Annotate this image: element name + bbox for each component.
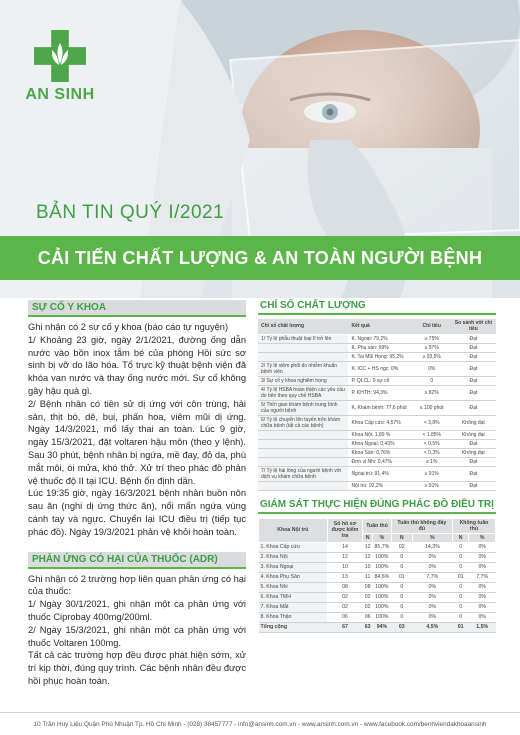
protocol-row xyxy=(259,552,496,562)
protocol-value-cell: 02 xyxy=(364,594,371,600)
protocol-row xyxy=(259,562,496,572)
protocol-value-cell: 0% xyxy=(469,552,496,562)
quality-row xyxy=(258,343,496,352)
protocol-value-cell: 01 xyxy=(452,622,468,632)
quality-row xyxy=(258,430,496,439)
protocol-col-dept: Khoa Nội trú xyxy=(259,518,328,542)
protocol-value-cell: 11 xyxy=(363,572,373,582)
quality-compare-cell: Đạt xyxy=(451,481,496,490)
protocol-value-cell: 0 xyxy=(452,562,468,572)
quality-indicator-cell: 3/ Sự cố y khoa nghiêm trọng xyxy=(258,376,348,385)
quality-result-cell: K. Tai Mũi Họng: 95,2% xyxy=(348,352,412,361)
protocol-value-cell: 0% xyxy=(469,582,496,592)
quality-target-cell: < 1,85% xyxy=(413,430,451,439)
green-cross-leaf-icon xyxy=(34,30,86,82)
quality-result-cell: Đơn vị Nhi: 0,47% xyxy=(348,457,412,466)
protocol-value-cell: 63 xyxy=(364,624,371,630)
protocol-value-cell: 0 xyxy=(391,612,412,622)
footer-contact: 10 Trần Huy Liệu Quận Phú Nhuận Tp. Hồ Chí Minh - (028) 38457777 - info@ansinh.com.vn - www.ansinh.com.vn - www.facebook.com/benhviendakhoaansinh xyxy=(0,712,520,735)
quality-target-cell: ≥ 91% xyxy=(413,481,451,490)
quality-indicator-cell xyxy=(258,352,348,361)
quality-result-cell: K. Phụ sản: 99% xyxy=(348,343,412,352)
protocol-value-cell: 03 xyxy=(391,622,412,632)
protocol-value-cell: 01 xyxy=(391,572,412,582)
protocol-sub-pct: % xyxy=(469,533,496,542)
protocol-value-cell: 94% xyxy=(373,622,392,632)
protocol-row xyxy=(259,572,496,582)
protocol-dept-cell: 3. Khoa Ngoại xyxy=(259,562,328,572)
protocol-value-cell: 7,7% xyxy=(469,572,496,582)
incident-paragraph: Ghi nhận có 2 sự cố y khoa (báo cáo tự nguyện) xyxy=(28,322,229,332)
quality-row xyxy=(258,466,496,481)
protocol-value-cell: 100% xyxy=(373,562,392,572)
protocol-value-cell: 10 xyxy=(327,562,363,572)
quality-heading: CHỈ SỐ CHẤT LƯỢNG xyxy=(258,300,496,315)
adr-heading: PHẢN ỨNG CÓ HẠI CỦA THUỐC (ADR) xyxy=(28,552,246,569)
left-column xyxy=(28,300,246,688)
protocol-dept-cell: 5. Khoa Nhi xyxy=(259,582,328,592)
protocol-col-none: Không tuân thủ xyxy=(452,518,495,533)
quality-target-cell: ≥ 93,5% xyxy=(413,352,451,361)
quality-compare-cell: Không đạt xyxy=(451,430,496,439)
protocol-row xyxy=(259,612,496,622)
protocol-value-cell: 0% xyxy=(469,542,496,552)
quality-row xyxy=(258,352,496,361)
quality-compare-cell: Đạt xyxy=(451,400,496,415)
protocol-value-cell: 100% xyxy=(373,582,392,592)
protocol-value-cell: 0% xyxy=(469,562,496,572)
hero-section xyxy=(0,0,520,298)
quality-row xyxy=(258,448,496,457)
protocol-value-cell: 0 xyxy=(452,602,468,612)
protocol-sub-n: N xyxy=(391,533,412,542)
protocol-dept-cell: 6. Khoa TMH xyxy=(259,592,328,602)
quality-compare-cell: Không đạt xyxy=(451,415,496,430)
quality-table-body xyxy=(258,334,496,490)
quality-compare-cell: Đạt xyxy=(451,352,496,361)
quality-compare-cell: Đạt xyxy=(451,361,496,376)
quality-indicator-cell xyxy=(258,457,348,466)
protocol-value-cell: 02 xyxy=(364,604,371,610)
protocol-value-cell: 0% xyxy=(412,612,452,622)
quality-result-cell: Khoa Ngoại: 0,43% xyxy=(348,439,412,448)
brand-name: AN SINH xyxy=(25,86,95,103)
quality-result-cell: Nội trú: 92,2% xyxy=(348,481,412,490)
quality-compare-cell: Đạt xyxy=(451,334,496,343)
quality-compare-cell: Đạt xyxy=(451,457,496,466)
protocol-dept-cell: 2. Khoa Nội xyxy=(259,552,328,562)
quality-compare-cell: Không đạt xyxy=(451,448,496,457)
protocol-value-cell: 06 xyxy=(364,614,371,620)
protocol-value-cell: 10 xyxy=(364,564,371,570)
quality-row xyxy=(258,376,496,385)
quality-compare-cell: Đạt xyxy=(451,439,496,448)
quality-compare-cell: Đạt xyxy=(451,466,496,481)
protocol-sub-n: N xyxy=(452,533,468,542)
protocol-value-cell: 06 xyxy=(327,612,363,622)
protocol-value-cell: 7,7% xyxy=(412,572,452,582)
quality-result-cell: Ngoại trú: 91,4% xyxy=(348,466,412,481)
protocol-table-body xyxy=(259,542,496,632)
protocol-sub-pct: % xyxy=(412,533,452,542)
quality-indicator-cell xyxy=(258,439,348,448)
protocol-value-cell: 100% xyxy=(373,552,392,562)
protocol-dept-cell: 7. Khoa Mắt xyxy=(259,602,328,612)
quality-indicator-cell: 4/ Tỷ lệ HSBA hoàn thiện các yêu cầu do bên theo quy chế HSBA xyxy=(258,385,348,400)
incident-paragraph: 1/ Khoảng 23 giờ, ngày 2/1/2021, đường ống dẫn nước vào bồn inox tắm bé của phòng Hồi sức sơ sinh bị vỡ do lão hóa. Tổ trực kỹ thuật bệnh viện đã khóa van nước và thay ống nước mới. Sự cố không gây hậu quả gì. xyxy=(28,334,246,396)
protocol-value-cell: 0% xyxy=(412,562,452,572)
protocol-value-cell: 0 xyxy=(391,562,412,572)
quality-indicator-cell: 2/ Tỷ lệ viêm phổi do nhiễm khuẩn bệnh viện xyxy=(258,361,348,376)
protocol-dept-cell: 1. Khoa Cấp cứu xyxy=(259,542,328,552)
protocol-value-cell: 13 xyxy=(327,572,363,582)
quality-row xyxy=(258,481,496,490)
quality-target-cell: ≥ 91% xyxy=(413,466,451,481)
right-column xyxy=(258,300,496,633)
protocol-value-cell: 08 xyxy=(364,584,371,590)
incident-paragraph: Lúc 19:35 giờ, ngày 16/3/2021 bệnh nhân buồn nôn sau ăn (nghi dị ứng thức ăn), nổi mẩn ngứa vùng cánh tay và ngực. Chuyển lại ICU điều trị (tiếp tục phác đồ). Ngày 19/3/2021 phản vệ khỏi hoàn toàn. xyxy=(28,488,246,537)
protocol-value-cell: 02 xyxy=(327,602,363,612)
protocol-dept-cell: Tổng cộng xyxy=(259,622,328,632)
protocol-value-cell: 12 xyxy=(364,554,371,560)
protocol-value-cell: 4,5% xyxy=(412,622,452,632)
protocol-value-cell: 0 xyxy=(452,612,468,622)
protocol-value-cell: 1,5% xyxy=(469,622,496,632)
protocol-value-cell: 0 xyxy=(452,542,468,552)
quality-target-cell: ≤ 100 phút xyxy=(413,400,451,415)
quality-target-cell: ≥ 97% xyxy=(413,343,451,352)
quality-target-cell: 0 xyxy=(413,376,451,385)
protocol-value-cell: 12 xyxy=(327,552,363,562)
page-title: CẢI TIẾN CHẤT LƯỢNG & AN TOÀN NGƯỜI BỆNH xyxy=(0,236,520,280)
protocol-value-cell: 0 xyxy=(391,602,412,612)
protocol-dept-cell: 8. Khoa Thận xyxy=(259,612,328,622)
protocol-row xyxy=(259,542,496,552)
protocol-value-cell: 14 xyxy=(327,542,363,552)
protocol-col-partial: Tuân thủ không đầy đủ xyxy=(391,518,452,533)
protocol-table xyxy=(258,518,496,633)
quality-target-cell: ≥ 75% xyxy=(413,334,451,343)
quality-row xyxy=(258,334,496,343)
protocol-value-cell: 0 xyxy=(452,552,468,562)
protocol-value-cell: 12 xyxy=(364,544,371,550)
protocol-value-cell: 67 xyxy=(327,622,363,632)
protocol-value-cell: 0% xyxy=(412,602,452,612)
protocol-value-cell: 0 xyxy=(452,582,468,592)
quality-row xyxy=(258,400,496,415)
adr-paragraph: 2/ Ngày 15/3/2021, ghi nhận một ca phản ứng với thuốc Voltaren 100mg. xyxy=(28,624,246,648)
quality-result-cell: P. QLCL: 0 sự cố xyxy=(348,376,412,385)
protocol-header-row xyxy=(259,518,496,533)
quality-compare-cell: Đạt xyxy=(451,343,496,352)
quality-indicator-cell xyxy=(258,481,348,490)
adr-paragraph: Tất cả các trường hợp đều được phát hiện sớm, xử trí kịp thời, đúng quy trình. Các bệnh nhân đều được hồi phục hoàn toàn. xyxy=(28,650,246,686)
quality-col-result: Kết quả xyxy=(348,319,412,334)
adr-paragraph: Ghi nhận có 2 trường hợp liên quan phản ứng có hại của thuốc: xyxy=(28,573,246,597)
quality-indicator-cell: 1/ Tỷ lệ phẫu thuật loại II trở lên xyxy=(258,334,348,343)
quality-result-cell: P. KHTH: 94,3% xyxy=(348,385,412,400)
protocol-col-records: Số hồ sơ được kiểm tra xyxy=(327,518,363,542)
protocol-col-full: Tuân thủ xyxy=(363,518,392,533)
quality-target-cell: < 0,3% xyxy=(413,448,451,457)
quality-row xyxy=(258,439,496,448)
quality-result-cell: K. ICC + HS ngc: 0% xyxy=(348,361,412,376)
quality-result-cell: Khoa Cấp cứu: 4,57% xyxy=(348,415,412,430)
quality-indicator-cell xyxy=(258,343,348,352)
quality-row xyxy=(258,457,496,466)
quality-target-cell: < 0,5% xyxy=(413,439,451,448)
protocol-row xyxy=(259,582,496,592)
protocol-value-cell: 85,7% xyxy=(374,544,390,550)
quality-compare-cell: Đạt xyxy=(451,376,496,385)
protocol-value-cell: 0% xyxy=(412,592,452,602)
quality-result-cell: Khoa Nội: 1,89 % xyxy=(348,430,412,439)
quality-indicator-cell: 5/ Thời gian khám bệnh trung bình của người bệnh xyxy=(258,400,348,415)
protocol-value-cell: 02 xyxy=(391,542,412,552)
quality-indicator-cell xyxy=(258,448,348,457)
protocol-dept-cell: 4. Khoa Phụ Sản xyxy=(259,572,328,582)
protocol-total-row xyxy=(259,622,496,632)
quality-indicator-cell xyxy=(258,430,348,439)
quality-target-cell: ≤ 1% xyxy=(413,457,451,466)
quality-row xyxy=(258,415,496,430)
protocol-value-cell: 0% xyxy=(469,592,496,602)
quality-col-target: Chỉ tiêu xyxy=(413,319,451,334)
an-sinh-logo[interactable] xyxy=(24,30,96,104)
protocol-value-cell: 01 xyxy=(452,572,468,582)
protocol-value-cell: 08 xyxy=(327,582,363,592)
protocol-value-cell: 100% xyxy=(373,592,392,602)
protocol-value-cell: 0% xyxy=(469,602,496,612)
incident-paragraph: 2/ Bệnh nhân có tiền sử dị ứng với côn trùng, hải sản, thịt bò, dê, bụi, phấn hoa, viêm mũi dị ứng. Ngày 14/3/2021, mổ lấy thai an toàn. Lúc 9 giờ, ngày 15/3/2021, đặt voltaren hậu môn (theo y lệnh). Sau 30 phút, bệnh nhân bị ngứa, mề đay, đỏ da, phù mắt môi, ói mửa, khó thở. Xử trí theo phác đồ phản vệ thuốc độ II tại ICU. Bệnh ổn định dần. xyxy=(28,398,246,486)
quality-col-indicator: Chỉ số chất lượng xyxy=(258,319,348,334)
quality-indicator-cell: 7/ Tỷ lệ hài lòng của người bệnh với dịch vụ khám chữa bệnh xyxy=(258,466,348,481)
protocol-value-cell: 0 xyxy=(391,582,412,592)
quality-row xyxy=(258,361,496,376)
quality-compare-cell: Đạt xyxy=(451,385,496,400)
protocol-value-cell: 100% xyxy=(373,612,392,622)
quality-target-cell: < 3,8% xyxy=(413,415,451,430)
protocol-value-cell: 0% xyxy=(412,582,452,592)
quality-row xyxy=(258,385,496,400)
adr-paragraph: 1/ Ngày 30/1/2021, ghi nhận một ca phản ứng với thuốc Ciprobay 400mg/200ml. xyxy=(28,599,246,622)
protocol-value-cell: 14,3% xyxy=(412,542,452,552)
quality-table xyxy=(258,319,496,491)
protocol-value-cell: 02 xyxy=(327,592,363,602)
quality-result-cell: K. Khám bệnh: 77,6 phút xyxy=(348,400,412,415)
incident-heading: SỰ CỐ Y KHOA xyxy=(28,300,246,317)
quality-header-row xyxy=(258,319,496,334)
protocol-sub-n: N xyxy=(363,533,373,542)
protocol-value-cell: 0 xyxy=(452,592,468,602)
issue-label: BẢN TIN QUÝ I/2021 xyxy=(36,202,225,223)
protocol-value-cell: 0 xyxy=(391,552,412,562)
quality-col-compare: So sánh với chỉ tiêu xyxy=(451,319,496,334)
quality-result-cell: Khoa Sản: 0,76% xyxy=(348,448,412,457)
protocol-value-cell: 84,6% xyxy=(374,574,390,580)
quality-target-cell: 0% xyxy=(413,361,451,376)
protocol-heading: GIÁM SÁT THỰC HIỆN ĐÚNG PHÁC ĐỒ ĐIỀU TRỊ xyxy=(258,499,496,514)
quality-target-cell: ≥ 82% xyxy=(413,385,451,400)
incident-body xyxy=(28,317,246,539)
quality-indicator-cell: 6/ Tỷ lệ chuyển lên tuyến trên khám chữa bệnh (tất cả các bệnh) xyxy=(258,415,348,430)
protocol-row xyxy=(259,592,496,602)
protocol-value-cell: 0% xyxy=(412,552,452,562)
protocol-value-cell: 0% xyxy=(469,612,496,622)
quality-result-cell: K. Ngoại: 79,2% xyxy=(348,334,412,343)
protocol-value-cell: 100% xyxy=(373,602,392,612)
protocol-sub-pct: % xyxy=(373,533,392,542)
adr-body xyxy=(28,569,246,688)
protocol-row xyxy=(259,602,496,612)
protocol-value-cell: 0 xyxy=(391,592,412,602)
